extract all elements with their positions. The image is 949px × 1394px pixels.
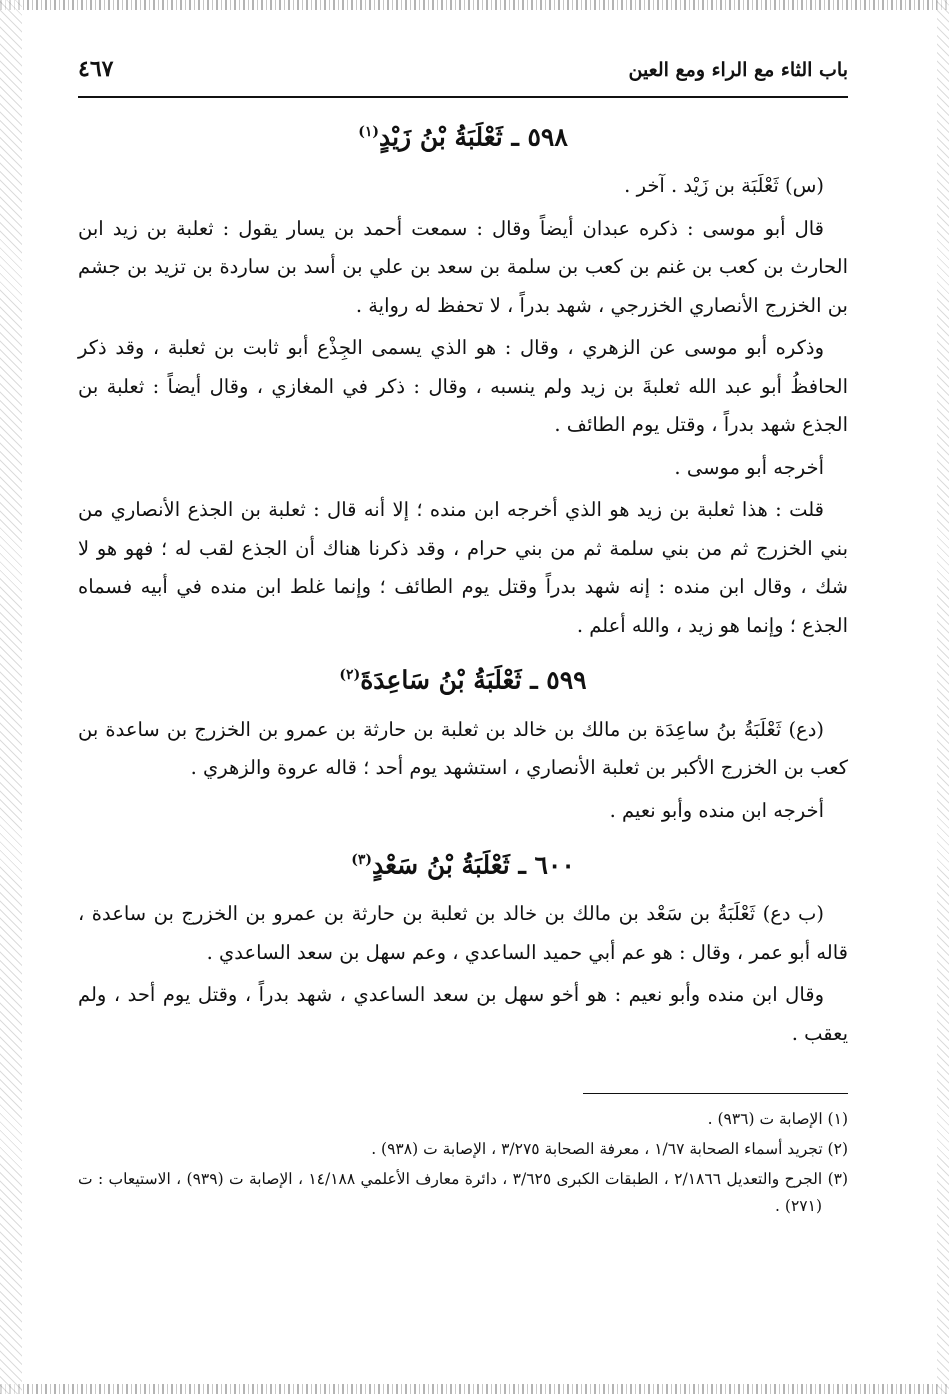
entry-title	[78, 112, 848, 157]
footnote: (٣) الجرح والتعديل ٢/١٨٦٦ ، الطبقات الكبرى ٣/٦٢٥ ، دائرة معارف الأعلمي ١٤/١٨٨ ، الإصابة ت (٩٣٩) ، الاستيعاب : ت (٢٧١) .	[78, 1170, 849, 1216]
footnote-ref: (١)	[358, 124, 379, 140]
paragraph: (س) ثَعْلَبَة بن زَيْد . آخر .	[624, 174, 824, 198]
paragraph: أخرجه أبو موسى .	[674, 455, 824, 479]
decorative-border-right	[937, 0, 949, 1394]
book-page	[78, 56, 848, 1223]
entry-title	[78, 655, 848, 700]
paragraph: وذكره أبو موسى عن الزهري ، وقال : هو الذي يسمى الجِذْع أبو ثابت بن ثعلبة ، وقد ذكر الحافظُ أبو عبد الله ثعلبةَ بن زيد ولم ينسبه ، وقال : ذكر في المغازي ، وقال أيضاً : ثعلبة بن الجذع شهد بدراً ، وقتل يوم الطائف .	[78, 336, 848, 437]
decorative-border-bottom	[0, 1384, 949, 1394]
paragraph: أخرجه ابن منده وأبو نعيم .	[609, 798, 824, 822]
paragraph: قلت : هذا ثعلبة بن زيد هو الذي أخرجه ابن منده ؛ إلا أنه قال : ثعلبة بن الجذع الأنصاري من بني الخزرج ثم من بني سلمة ثم من بني حرام ، وقد ذكرنا هناك أن الجذع لقب له ؛ فهو هو لا شك ، وقال ابن منده : إنه شهد بدراً وقتل يوم الطائف ؛ وإنما غلط ابن منده في أبيه فسماه الجذع ؛ وإنما هو زيد ، والله أعلم .	[78, 498, 848, 637]
entry-title	[78, 840, 848, 885]
decorative-border-left	[0, 0, 22, 1394]
paragraph: وقال ابن منده وأبو نعيم : هو أخو سهل بن سعد الساعدي ، شهد بدراً ، وقتل يوم أحد ، ولم يعقب .	[78, 983, 848, 1045]
footnotes	[78, 1106, 848, 1220]
paragraph: قال أبو موسى : ذكره عبدان أيضاً وقال : سمعت أحمد بن يسار يقول : ثعلبة بن زيد ابن الحارث بن كعب بن غنم بن كعب بن سلمة بن سعد بن علي بن أسد بن ساردة بن تزيد بن جشم بن الخزرج الأنصاري الخزرجي ، شهد بدراً ، لا تحفظ له رواية .	[78, 216, 848, 317]
header-rule	[78, 96, 848, 98]
entry-title-text: ٦٠٠ ـ ثَعْلَبَةُ بْنُ سَعْدٍ	[371, 850, 575, 880]
chapter-title: باب الثاء مع الراء ومع العين	[628, 59, 848, 81]
footnote: (٢) تجريد أسماء الصحابة ١/٦٧ ، معرفة الصحابة ٣/٢٧٥ ، الإصابة ت (٩٣٨) .	[371, 1140, 848, 1159]
entry-title-text: ٥٩٩ ـ ثَعْلَبَةُ بْنُ سَاعِدَةَ	[360, 665, 587, 695]
running-head	[78, 56, 848, 96]
entry-599	[78, 655, 848, 830]
paragraph: (دع) ثَعْلَبَةُ بنُ ساعِدَة بن مالك بن خالد بن ثعلبة بن حارثة بن عمرو بن الخزرج بن ساعدة بن كعب بن الخزرج الأكبر بن ثعلبة الأنصاري ، استشهد يوم أحد ؛ قاله عروة والزهري .	[78, 717, 848, 780]
decorative-border-top	[0, 0, 949, 10]
page-number: ٤٦٧	[78, 56, 114, 82]
entry-title-text: ٥٩٨ ـ ثَعْلَبَةُ بْنُ زَيْدٍ	[378, 122, 568, 152]
footnote-rule	[583, 1093, 848, 1094]
footnote: (١) الإصابة ت (٩٣٦) .	[707, 1110, 848, 1129]
footnote-ref: (٢)	[339, 667, 361, 684]
entry-598	[78, 112, 848, 645]
paragraph: (ب دع) ثَعْلَبَةُ بن سَعْد بن مالك بن خالد بن ثعلبة بن حارثة بن عمرو بن الخزرج بن ساعدة ، قاله أبو عمر ، وقال : هو عم أبي حميد الساعدي ، وعم سهل بن سعد الساعدي .	[78, 902, 848, 964]
entry-600	[78, 840, 848, 1053]
footnote-ref: (٣)	[351, 852, 372, 869]
